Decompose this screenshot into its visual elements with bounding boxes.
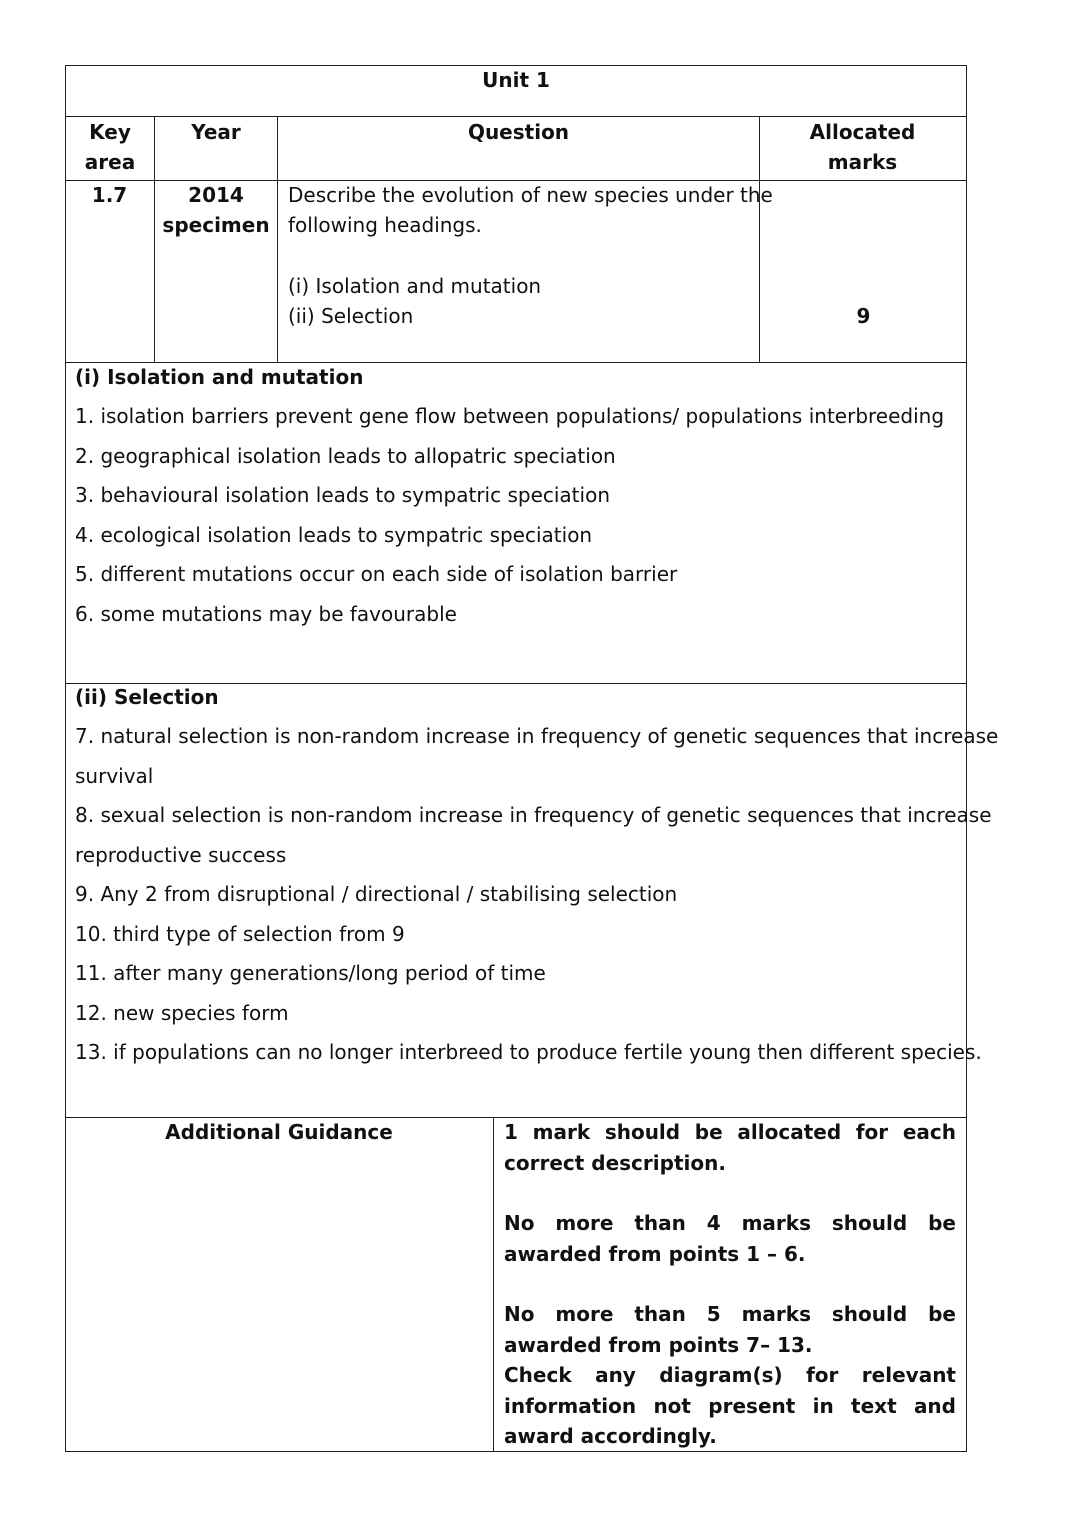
key-area-value: 1.7 <box>91 183 128 207</box>
list-item: 4. ecological isolation leads to sympatric speciation <box>75 522 593 547</box>
list-item: 8. sexual selection is non-random increase in frequency of genetic sequences that increase <box>75 803 992 827</box>
list-item: 11. after many generations/long period of time <box>75 961 546 985</box>
additional-guidance-label: Additional Guidance <box>165 1120 393 1144</box>
list-item: 5. different mutations occur on each side of isolation barrier <box>75 562 678 586</box>
section-i-heading: (i) Isolation and mutation <box>75 365 364 389</box>
list-item: reproductive success <box>75 842 287 867</box>
question-text-line1: Describe the evolution of new species under the <box>288 183 773 207</box>
col-divider-year-question <box>277 116 278 362</box>
section-ii-heading: (ii) Selection <box>75 685 219 709</box>
list-item: 7. natural selection is non-random increase in frequency of genetic sequences that increase <box>75 724 999 748</box>
unit-title: Unit 1 <box>482 68 550 92</box>
guidance-note-1: 1 mark should be allocated for each correct description. <box>504 1120 956 1175</box>
list-item: 3. behavioural isolation leads to sympatric speciation <box>75 483 610 507</box>
list-item: 13. if populations can no longer interbreed to produce fertile young then different species. <box>75 1040 982 1064</box>
list-item: 12. new species form <box>75 1000 289 1025</box>
section-i-points <box>75 397 944 634</box>
guidance-notes <box>504 1117 956 1452</box>
question-subpart-i: (i) Isolation and mutation <box>288 274 542 298</box>
question-subpart-ii: (ii) Selection <box>288 304 414 328</box>
allocated-marks-value: 9 <box>856 304 871 328</box>
list-item: 6. some mutations may be favourable <box>75 601 457 626</box>
header-question: Question <box>467 120 570 144</box>
list-item: 9. Any 2 from disruptional / directional / stabilising selection <box>75 882 678 906</box>
year-value: 2014 <box>188 183 244 207</box>
header-allocated-marks: Allocated marks <box>809 120 916 174</box>
guidance-note-2: No more than 4 marks should be awarded from points 1 – 6. <box>504 1211 956 1266</box>
guidance-note-3: No more than 5 marks should be awarded from points 7– 13. <box>504 1302 956 1357</box>
section-ii-points <box>75 717 998 1073</box>
year-qualifier: specimen <box>162 213 270 237</box>
header-key-area: Key area <box>84 120 136 174</box>
list-item: survival <box>75 763 154 788</box>
question-text-line2: following headings. <box>288 213 482 237</box>
list-item: 1. isolation barriers prevent gene flow between populations/ populations interbreeding <box>75 404 945 428</box>
header-year: Year <box>191 120 241 144</box>
guidance-note-4: Check any diagram(s) for relevant information not present in text and award accordingly. <box>504 1363 956 1448</box>
col-divider-guidance <box>493 1117 494 1452</box>
list-item: 10. third type of selection from 9 <box>75 921 405 946</box>
list-item: 2. geographical isolation leads to allopatric speciation <box>75 443 616 468</box>
